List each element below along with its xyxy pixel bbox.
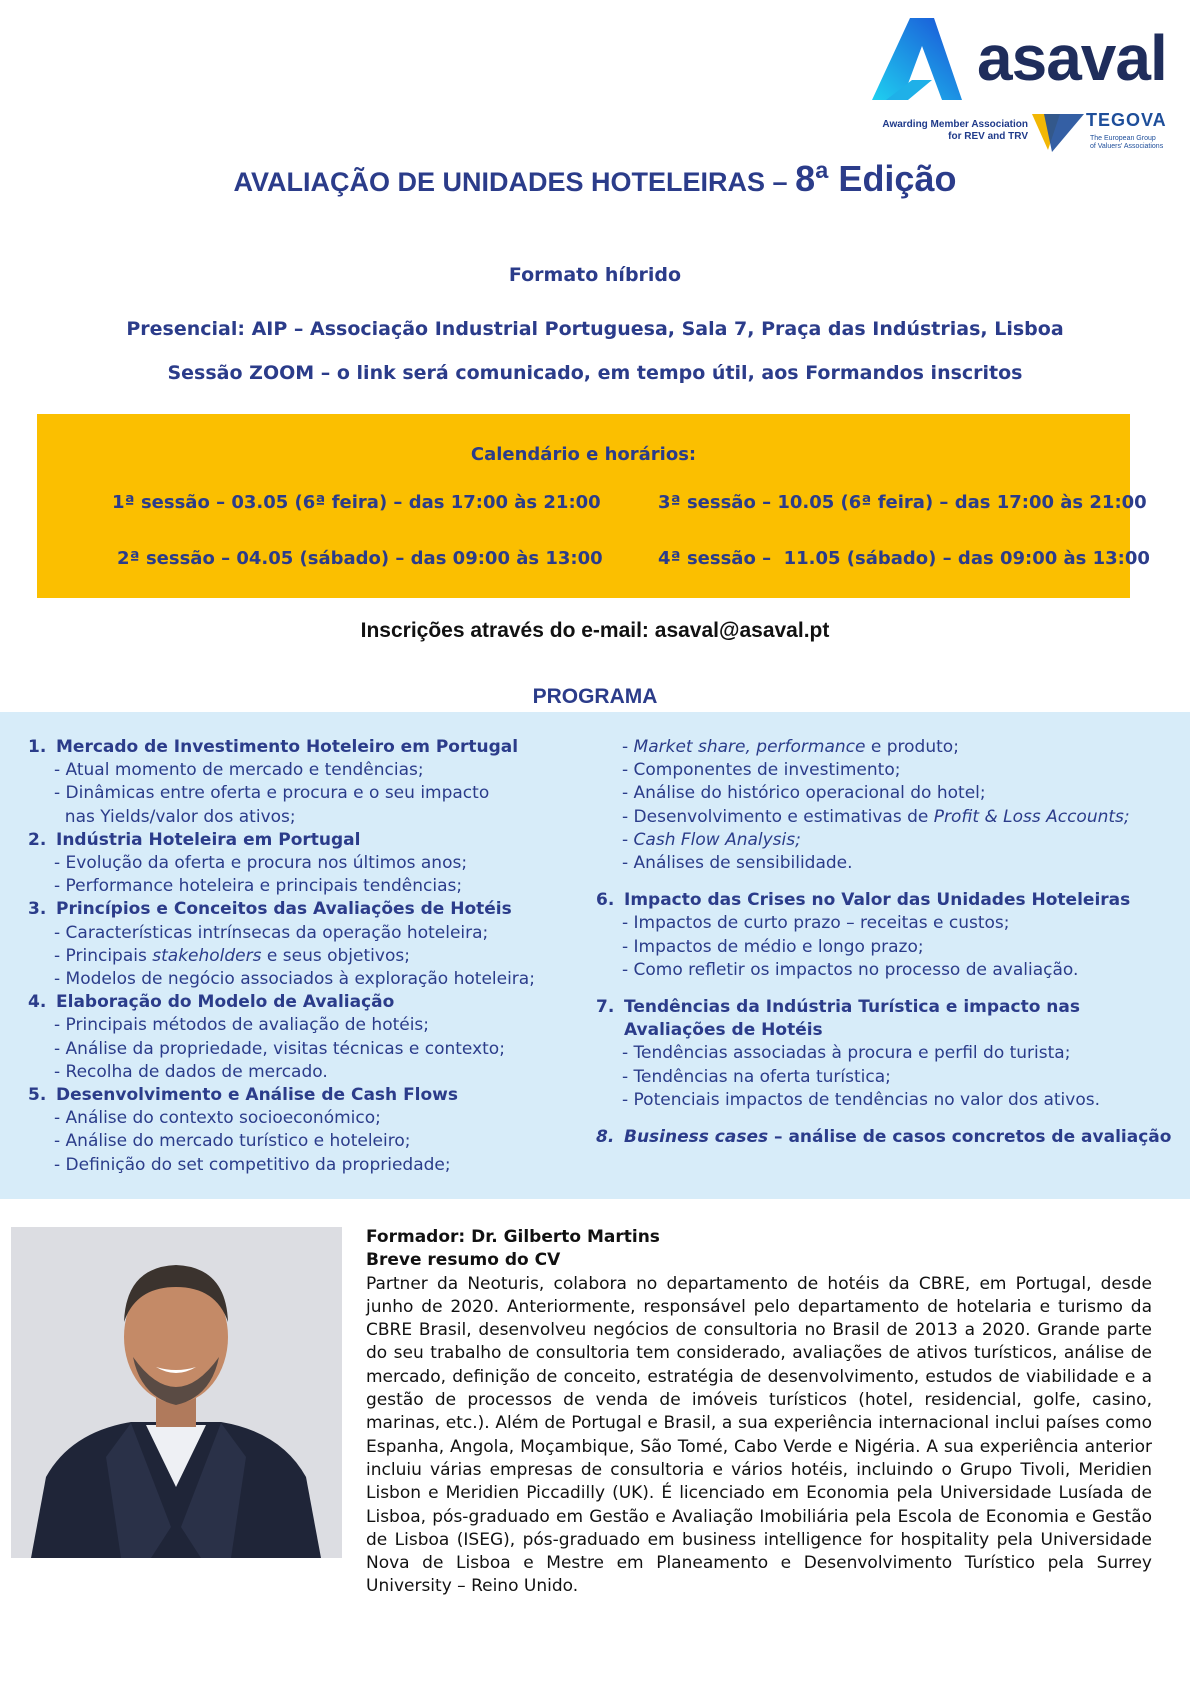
list-item: - Desenvolvimento e estimativas de Profit & Loss Accounts; [622,806,1130,827]
list-item: - Tendências na oferta turística; [622,1066,891,1087]
list-item: - Análise do mercado turístico e hoteleiro; [54,1131,411,1152]
list-item: - Performance hoteleira e principais tendências; [54,876,463,897]
tegova-subtitle [1090,135,1170,151]
list-item: - Análises de sensibilidade. [622,853,853,874]
list-item: - Tendências associadas à procura e perfil do turista; [622,1043,1071,1064]
trainer-name: Formador: Dr. Gilberto Martins [366,1227,660,1247]
programa-title: PROGRAMA [532,685,658,708]
page-title [0,158,1190,200]
asaval-logo [872,14,1172,102]
list-item: - Definição do set competitivo da propriedade; [54,1154,451,1175]
list-item: - Evolução da oferta e procura nos últimos anos; [54,853,468,874]
calendar-box [37,414,1150,598]
session-4: 4ª sessão – 11.05 (sábado) – das 09:00 às 13:00 [658,548,1150,569]
list-item: - Atual momento de mercado e tendências; [54,760,424,781]
module-3-title: 3. Princípios e Conceitos das Avaliações de Hotéis [28,899,512,920]
list-item: - Análise do histórico operacional do hotel; [622,783,986,804]
module-7-title: 7. Tendências da Indústria Turística e impacto nas [596,997,1080,1018]
session-2: 2ª sessão – 04.05 (sábado) – das 09:00 às 13:00 [117,548,603,569]
list-item: - Recolha de dados de mercado. [54,1061,328,1082]
registration-email: Inscrições através do e-mail: asaval@asaval.pt [360,619,830,642]
list-item: - Componentes de investimento; [622,760,901,781]
cv-text: Partner da Neoturis, colabora no departamento de hotéis da CBRE, em Portugal, desde junho de 2020. Anteriormente, responsável pelo departamento de hotelaria e turismo da CBRE Brasil, desenvolveu negócios de consultoria no Brasil de 2013 a 2020. Grande parte do seu trabalho de consultoria tem considerado, avaliações de ativos turísticos, análise de mercado, definição de conceito, estratégia de desenvolvimento, estudos de viabilidade e a gestão de processos de venda de imóveis turísticos (hotel, residencial, golfe, casino, marinas, etc.). Além de Portugal e Brasil, a sua experiência internacional inclui países como Espanha, Angola, Moçambique, São Tomé, Cabo Verde e Nigéria. A sua experiência anterior incluiu várias empresas de consultoria e vários hotéis, incluindo o Grupo Tivoli, Meridien Lisbon e Meridien Piccadilly (UK). É licenciado em Economia pela Universidade Lusíada de Lisboa, pós-graduado em Gestão e Avaliação Imobiliária pela Escola de Economia e Gestão de Lisboa (ISEG), pós-graduado em business intelligence for hospitality pela Universidade Nova de Lisboa e Mestre em Planeamento e Desenvolvimento Turístico pela Surrey University – Reino Unido. [366,1273,1152,1597]
module-7-title-cont: Avaliações de Hotéis [624,1020,823,1041]
list-item: - Análise da propriedade, visitas técnicas e contexto; [54,1038,505,1059]
title-main: AVALIAÇÃO DE UNIDADES HOTELEIRAS – [233,167,796,197]
list-item: - Principais stakeholders e seus objetivos; [54,945,410,966]
list-item: - Impactos de médio e longo prazo; [622,936,924,957]
program-left-column [28,736,588,1177]
module-5-title: 5. Desenvolvimento e Análise de Cash Flows [28,1085,459,1106]
list-item: - Impactos de curto prazo – receitas e custos; [622,913,1010,934]
tegova-sub-line-2: of Valuers' Associations [1090,143,1164,150]
list-item: - Características intrínsecas da operação hoteleira; [54,922,489,943]
list-item: - Como refletir os impactos no processo de avaliação. [622,959,1079,980]
module-6-title: 6. Impacto das Crises no Valor das Unidades Hoteleiras [596,890,1131,911]
cv-title: Breve resumo do CV [366,1250,561,1271]
list-item: - Análise do contexto socioeconómico; [54,1108,381,1129]
awarding-member-text [868,119,1028,143]
list-item: - Market share, performance e produto; [622,737,959,757]
calendar-title: Calendário e horários: [470,444,697,465]
module-2-title: 2. Indústria Hoteleira em Portugal [28,829,361,850]
list-item: - Potenciais impactos de tendências no valor dos ativos. [622,1089,1101,1110]
trainer-photo [11,1227,342,1558]
module-4-title: 4. Elaboração do Modelo de Avaliação [28,992,395,1013]
tegova-wordmark: TEGOVA [1086,110,1167,130]
program-panel [0,712,1190,1199]
module-1-title: 1. Mercado de Investimento Hoteleiro em Portugal [28,737,519,757]
awarding-line-2: for REV and TRV [948,131,1028,142]
tegova-sub-line-1: The European Group [1090,135,1156,142]
list-item: - Dinâmicas entre oferta e procura e o seu impacto [54,783,490,804]
title-edition: 8ª Edição [795,158,957,199]
module-8-title: 8. Business cases – análise de casos concretos de avaliação [596,1127,1172,1148]
presencial-line: Presencial: AIP – Associação Industrial Portuguesa, Sala 7, Praça das Indústrias, Lisboa [126,318,1064,340]
asaval-logo-icon [872,14,982,102]
list-item: - Cash Flow Analysis; [622,829,801,850]
list-item: nas Yields/valor dos ativos; [54,806,296,827]
format-label: Formato híbrido [508,264,682,286]
session-1: 1ª sessão – 03.05 (6ª feira) – das 17:00 às 21:00 [112,492,601,513]
program-right-column [596,736,1186,1149]
list-item: - Principais métodos de avaliação de hotéis; [54,1015,430,1036]
trainer-portrait-icon [11,1227,342,1558]
tegova-logo-icon [1030,110,1086,154]
trainer-cv [366,1226,1152,1599]
asaval-wordmark: asaval [977,22,1167,94]
list-item: - Modelos de negócio associados à exploração hoteleira; [54,969,535,990]
zoom-line: Sessão ZOOM – o link será comunicado, em tempo útil, aos Formandos inscritos [167,362,1023,384]
session-3: 3ª sessão – 10.05 (6ª feira) – das 17:00 às 21:00 [658,492,1147,513]
awarding-line-1: Awarding Member Association [882,119,1028,130]
